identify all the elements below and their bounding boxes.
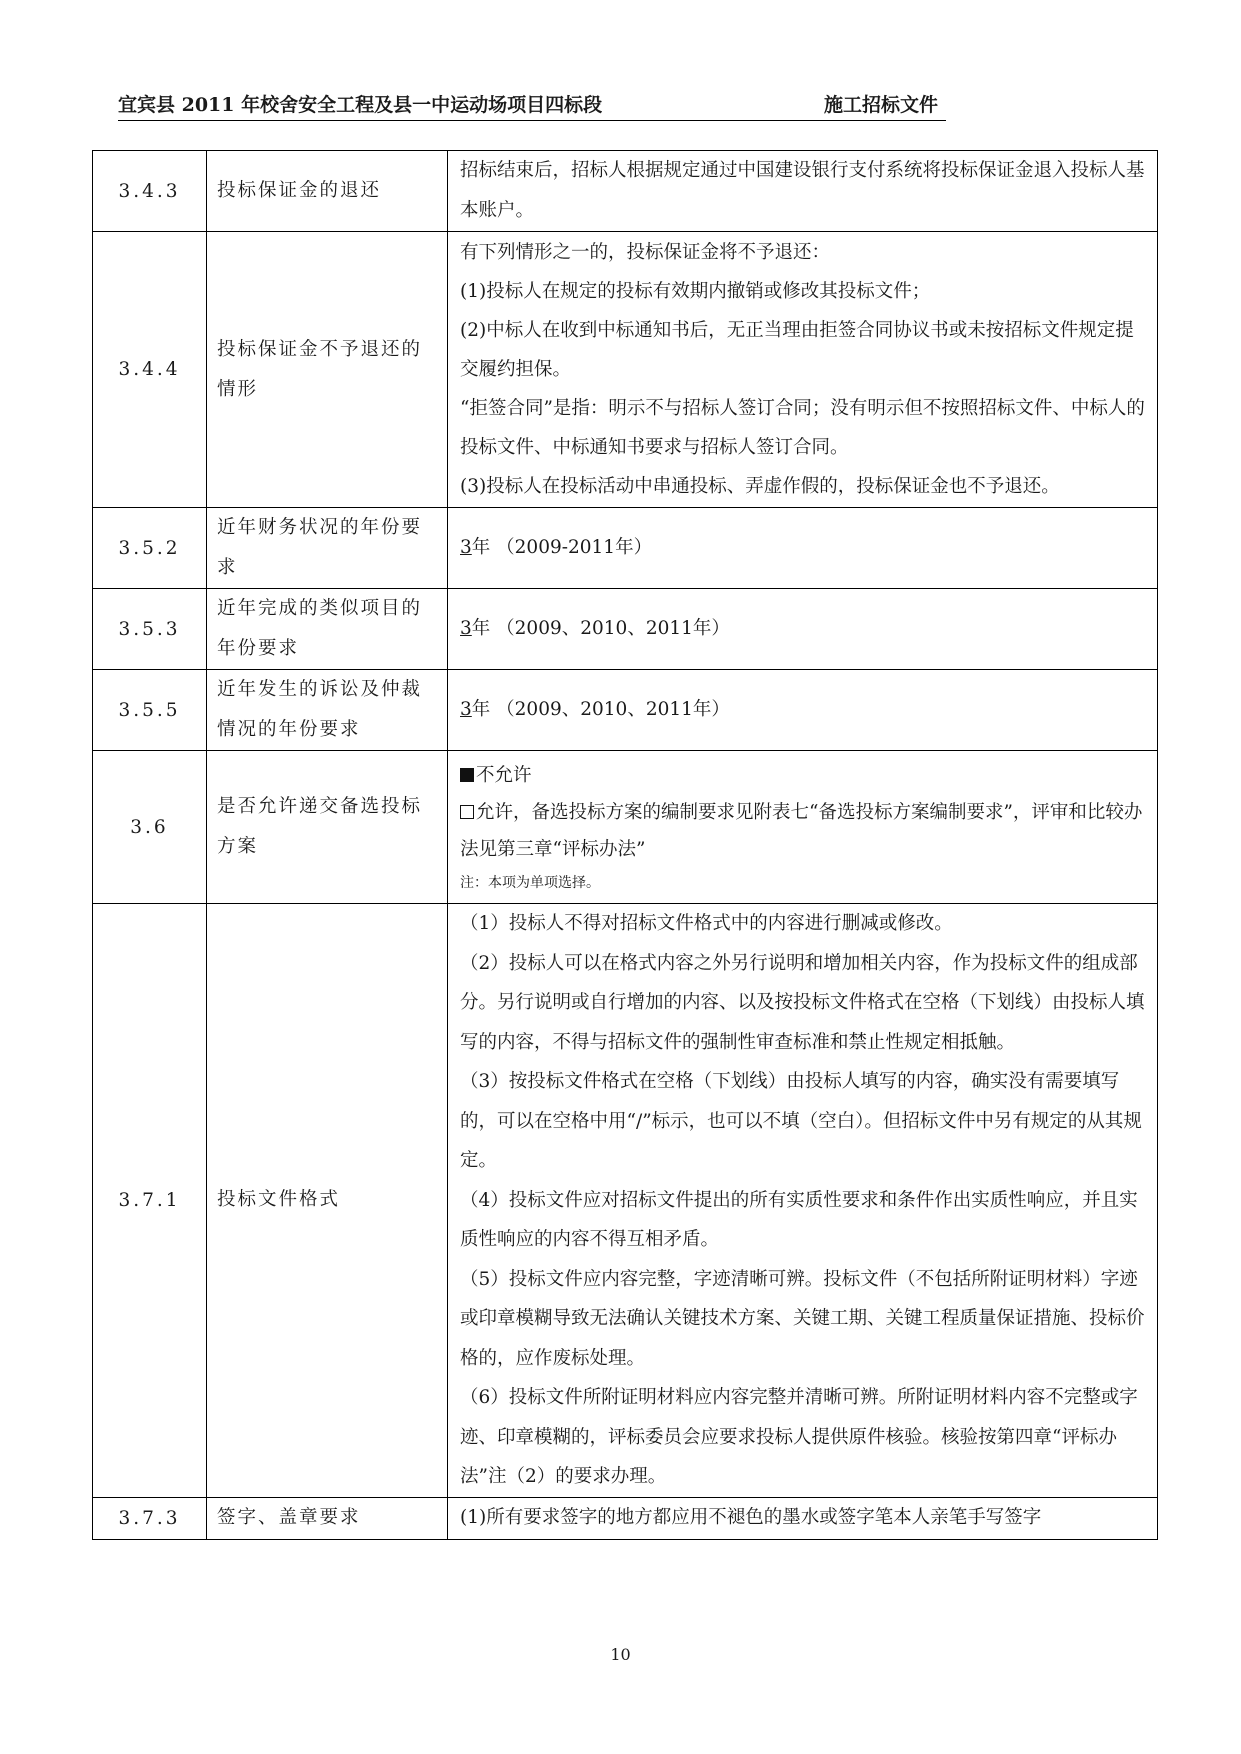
clause-item: 是否允许递交备选投标方案: [207, 751, 448, 904]
clause-item: 投标保证金不予退还的情形: [207, 232, 448, 508]
table-row: [93, 1497, 1158, 1539]
content-paragraph: （6）投标文件所附证明材料应内容完整并清晰可辨。所附证明材料内容不完整或字迹、印章模糊的，评标委员会应要求投标人提供原件核验。核验按第四章“评标办法”注（2）的要求办理。: [460, 1387, 1138, 1487]
clause-item: 签字、盖章要求: [207, 1497, 448, 1539]
clause-content: [448, 751, 1158, 904]
years-value: 3: [460, 618, 472, 639]
option-label: 不允许: [476, 764, 532, 786]
years-value: 3: [460, 699, 472, 720]
clause-content: [448, 589, 1158, 670]
clause-code: 3.6: [93, 751, 207, 904]
filled-square-icon: [460, 768, 474, 782]
content-paragraph: (1)投标人在规定的投标有效期内撤销或修改其投标文件；: [460, 281, 931, 302]
clause-item: 投标文件格式: [207, 904, 448, 1498]
clause-content: [448, 670, 1158, 751]
clause-item: 近年发生的诉讼及仲裁情况的年份要求: [207, 670, 448, 751]
option-not-allowed: [460, 757, 1149, 794]
table-row: [93, 508, 1158, 589]
clause-item: 投标保证金的退还: [207, 151, 448, 232]
option-label: 允许，备选投标方案的编制要求见附表七“备选投标方案编制要求”，评审和比较办法见第三章“评标办法”: [460, 801, 1143, 860]
clause-item: 近年完成的类似项目的年份要求: [207, 589, 448, 670]
clause-code: 3.4.3: [93, 151, 207, 232]
content-paragraph: （4）投标文件应对招标文件提出的所有实质性要求和条件作出实质性响应，并且实质性响应的内容不得互相矛盾。: [460, 1189, 1138, 1250]
table-row: [93, 589, 1158, 670]
clause-content: [448, 232, 1158, 508]
clause-content: [448, 508, 1158, 589]
content-paragraph: (1)所有要求签字的地方都应用不褪色的墨水或签字笔本人亲笔手写签字: [460, 1507, 1042, 1528]
empty-square-icon: [460, 805, 474, 819]
years-range: 年 （2009-2011年）: [471, 537, 653, 558]
content-paragraph: （3）按投标文件格式在空格（下划线）由投标人填写的内容，确实没有需要填写的，可以在空格中用“/”标示，也可以不填（空白）。但招标文件中另有规定的从其规定。: [460, 1071, 1142, 1171]
project-title: 宜宾县 2011 年校舍安全工程及县一中运动场项目四标段: [118, 94, 603, 116]
page-header: [118, 86, 946, 121]
clause-content: [448, 1497, 1158, 1539]
clause-code: 3.5.5: [93, 670, 207, 751]
table-row: [93, 751, 1158, 904]
content-paragraph: “拒签合同”是指：明示不与招标人签订合同；没有明示但不按照招标文件、中标人的投标文件、中标通知书要求与招标人签订合同。: [460, 398, 1145, 458]
years-range: 年 （2009、2010、2011年）: [471, 618, 730, 639]
selection-note: 注：本项为单项选择。: [460, 874, 600, 891]
content-paragraph: (3)投标人在投标活动中串通投标、弄虚作假的，投标保证金也不予退还。: [460, 476, 1060, 497]
clause-code: 3.5.2: [93, 508, 207, 589]
clause-code: 3.5.3: [93, 589, 207, 670]
clause-content: [448, 151, 1158, 232]
clause-item: 近年财务状况的年份要求: [207, 508, 448, 589]
clause-code: 3.7.1: [93, 904, 207, 1498]
content-paragraph: (2)中标人在收到中标通知书后，无正当理由拒签合同协议书或未按招标文件规定提交履约担保。: [460, 320, 1134, 380]
years-range: 年 （2009、2010、2011年）: [471, 699, 730, 720]
content-paragraph: 有下列情形之一的，投标保证金将不予退还：: [460, 242, 831, 263]
clause-code: 3.4.4: [93, 232, 207, 508]
years-value: 3: [460, 537, 472, 558]
clause-content: [448, 904, 1158, 1498]
content-paragraph: （2）投标人可以在格式内容之外另行说明和增加相关内容，作为投标文件的组成部分。另行说明或自行增加的内容、以及按投标文件格式在空格（下划线）由投标人填写的内容，不得与招标文件的强制性审查标准和禁止性规定相抵触。: [460, 952, 1145, 1053]
clause-code: 3.7.3: [93, 1497, 207, 1539]
table-row: [93, 670, 1158, 751]
table-row: [93, 904, 1158, 1498]
content-paragraph: 招标结束后，招标人根据规定通过中国建设银行支付系统将投标保证金退入投标人基本账户。: [460, 160, 1145, 221]
content-paragraph: （1）投标人不得对招标文件格式中的内容进行删减或修改。: [460, 913, 953, 934]
table-row: [93, 151, 1158, 232]
content-paragraph: （5）投标文件应内容完整，字迹清晰可辨。投标文件（不包括所附证明材料）字迹或印章模糊导致无法确认关键技术方案、关键工期、关键工程质量保证措施、投标价格的，应作废标处理。: [460, 1268, 1145, 1369]
option-allowed: [460, 794, 1149, 868]
page-number: 10: [610, 1645, 631, 1664]
clause-table: [92, 150, 1158, 1540]
document-type: 施工招标文件: [824, 94, 939, 116]
table-row: [93, 232, 1158, 508]
